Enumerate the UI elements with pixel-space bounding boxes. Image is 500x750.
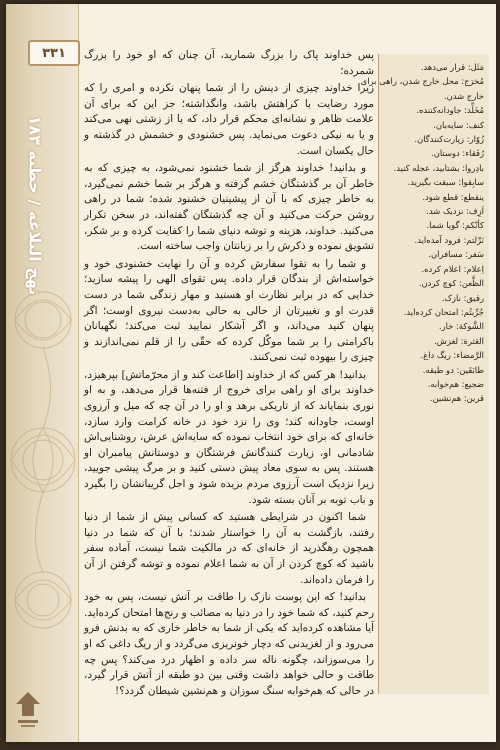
glossary-entry: ینقطع: قطع شود. [422, 191, 484, 202]
glossary-entry: ضجیع: هم‌خوابه. [427, 378, 484, 389]
glossary-entry: مَثَل: قرار می‌دهد. [420, 62, 484, 72]
glossary-entry: اِعلام: اعلام کرده. [421, 263, 484, 274]
running-head [18, 115, 52, 295]
glossary-entry: الرَّمضاء: ریگ داغ. [420, 350, 484, 361]
glossary [360, 60, 484, 406]
glossary-entry: رقیق: نازک. [441, 292, 484, 303]
paragraph: شما اکنون در شرایطی هستید که کسانی پیش از شما از دنیا رفتند، بازگشت به آن را خواستار شدند؛ با آن که شما در دنیا همچون رهگذرید از خانه‌ای که در مالکیت شما نیست، آماده سفر باشید که کوچ کردن از آن به شما اعلام نموده و توشه گرفتن از آن را فرمان داده‌اند. [84, 511, 374, 586]
paragraph: پس خداوند پاک را بزرگ شمارید، آن چنان که او خود را بزرگ شمرده؛ [84, 49, 374, 77]
paragraph: بدانید! هر کس که از خداوند [اطاعت کند و از محرّماتش] بپرهیزد، خداوند برای او راهی برای خروج از فتنه‌ها قرار می‌دهد، و به او نوری بنمایاند که از تاریکی برهد و او را در آن چه که میل و آرزوی اوست، جاودانه کند؛ وی را نزد خود در خانه کرامت وارد سازد، خانه‌ای که برای خود انتخاب نموده که سایه‌اش عرش، روشنایی‌اش شادمانی او، زیارت کنندگانش فرشتگان و دوستانش پیامبران او هستند. پس به سوی معاد پیش دستی کنید و بر مرگ پیشی جویید، زیرا نزدیک است آرزوی مردم بریده شود و اجل گریبانشان را بگیرد و باب توبه بر آنان بسته شود. [84, 368, 374, 506]
glossary-entry: مُخرَج: محل خارج شدن، راهی برای [360, 76, 484, 87]
paragraph: و بدانید! خداوند هرگز از شما خشنود نمی‌شود، به چیزی که به خاطر آن بر گذشتگان خشم گرفته و هرگز بر شما خشم نمی‌گیرد، به خاطر چیزی که با آن از پیشینیان خشنود شده؛ شما در راهی روشن حرکت می‌کنید و آن چه گذشتگان گفته‌اند، در سخن تکرار می‌کنید. خداوند، هزینه و توشه دنیای شما را کفایت کرده و بر شکر، تشویق نموده و ذکرش را بر زبانتان واجب ساخته است. [84, 162, 374, 253]
main-text [84, 48, 374, 708]
glossary-entry: الشَّوکة: خار. [438, 321, 484, 332]
page-number: ۳۳۱ [28, 40, 80, 66]
glossary-entry: رُفَقاء: دوستان. [431, 148, 484, 159]
glossary-entry: زُوّار: زیارت‌کنندگان. [414, 134, 484, 145]
glossary-entry: سَفر: مسافران. [428, 249, 484, 260]
glossary-entry: قرین: هم‌نشین. [429, 393, 484, 404]
glossary-entry: اَزِف: نزدیک شد. [426, 206, 484, 217]
glossary-entry: الظَّعن: کوچ کردن. [418, 278, 484, 289]
paragraph: زیرا خداوند چیزی از دینش را از شما پنهان نکرده و امری را که مورد رضایت یا کراهتش باشد، وانگذاشته؛ جز این که برای آن علامت ظاهر و نشانه‌ای محکم قرار داد، که یا از زشتی نهی می‌کند و یا به نیکی دعوت می‌نماید. پس خشنودی و خشمش در گذشته و حال یکسان است. [84, 82, 374, 157]
arabesque-ornament [8, 260, 78, 680]
glossary-entry: جُرِّبتُم: امتحان کرده‌اید. [403, 306, 484, 317]
glossary-entry: نَزّلتم: فرود آمده‌اید. [414, 234, 484, 245]
glossary-entry: بادِروا: بشتابید، عجله کنید. [393, 162, 484, 173]
glossary-entry: طابَقَین: دو طبقه. [422, 364, 484, 375]
publisher-logo-icon [12, 690, 44, 730]
running-head-text: نهج البلاغه / خطبه ۱۸۳ [25, 115, 45, 295]
glossary-entry: مُخَلِّد: جاودانه‌کننده. [416, 105, 484, 116]
paragraph: و شما را به تقوا سفارش کرده و آن را نهایت خشنودی خود و خواسته‌اش از بندگان قرار داده. پس تقوای الهی را پیشه سازید؛ خدایی که در برابر نظارت او هستید و مهار زندگی شما در دست قدرت او و تغییرتان از حالی به حالی به‌دست نیروی اوست؛ اگر پنهان کنید می‌داند، و اگر آشکار نمایید ثبت می‌کند؛ نگهبانان باکرامتی را بر شما موکّل کرده که حقّی را از قلم نمی‌اندازند و چیزی را بیهوده ثبت نمی‌کنند. [84, 257, 374, 364]
glossary-entry: کنف: سایه‌بان. [433, 119, 484, 130]
glossary-entry: خارج شدن. [443, 90, 484, 101]
paragraph: بدانید! که این پوست نازک را طاقت بر آتش نیست، پس به خود رحم کنید، که شما خود را در دنیا به مصائب و رنج‌ها امتحان کرده‌اید. آیا مشاهده کرده‌اید که یکی از شما به خاطر خاری که به بدنش فرو می‌رود و از لغزیدنی که دچار خونریزی می‌گردد و از ریگ داغی که او را می‌سوزاند، چگونه ناله سر داده و اظهار درد می‌کند؟ پس چه طاقت و حالی خواهد داشت وقتی بین دو طبقه از آتش قرار گیرد، در حالی که هم‌خوابه سنگ سوزان و هم‌نشین شیطان گردد؟! [84, 591, 374, 697]
glossary-entry: العَثرة: لغزش. [433, 335, 484, 346]
glossary-entry: سابِقوا: سبقت بگیرید. [407, 177, 484, 188]
glossary-entry: کأنّکم: گویا شما. [426, 220, 484, 231]
